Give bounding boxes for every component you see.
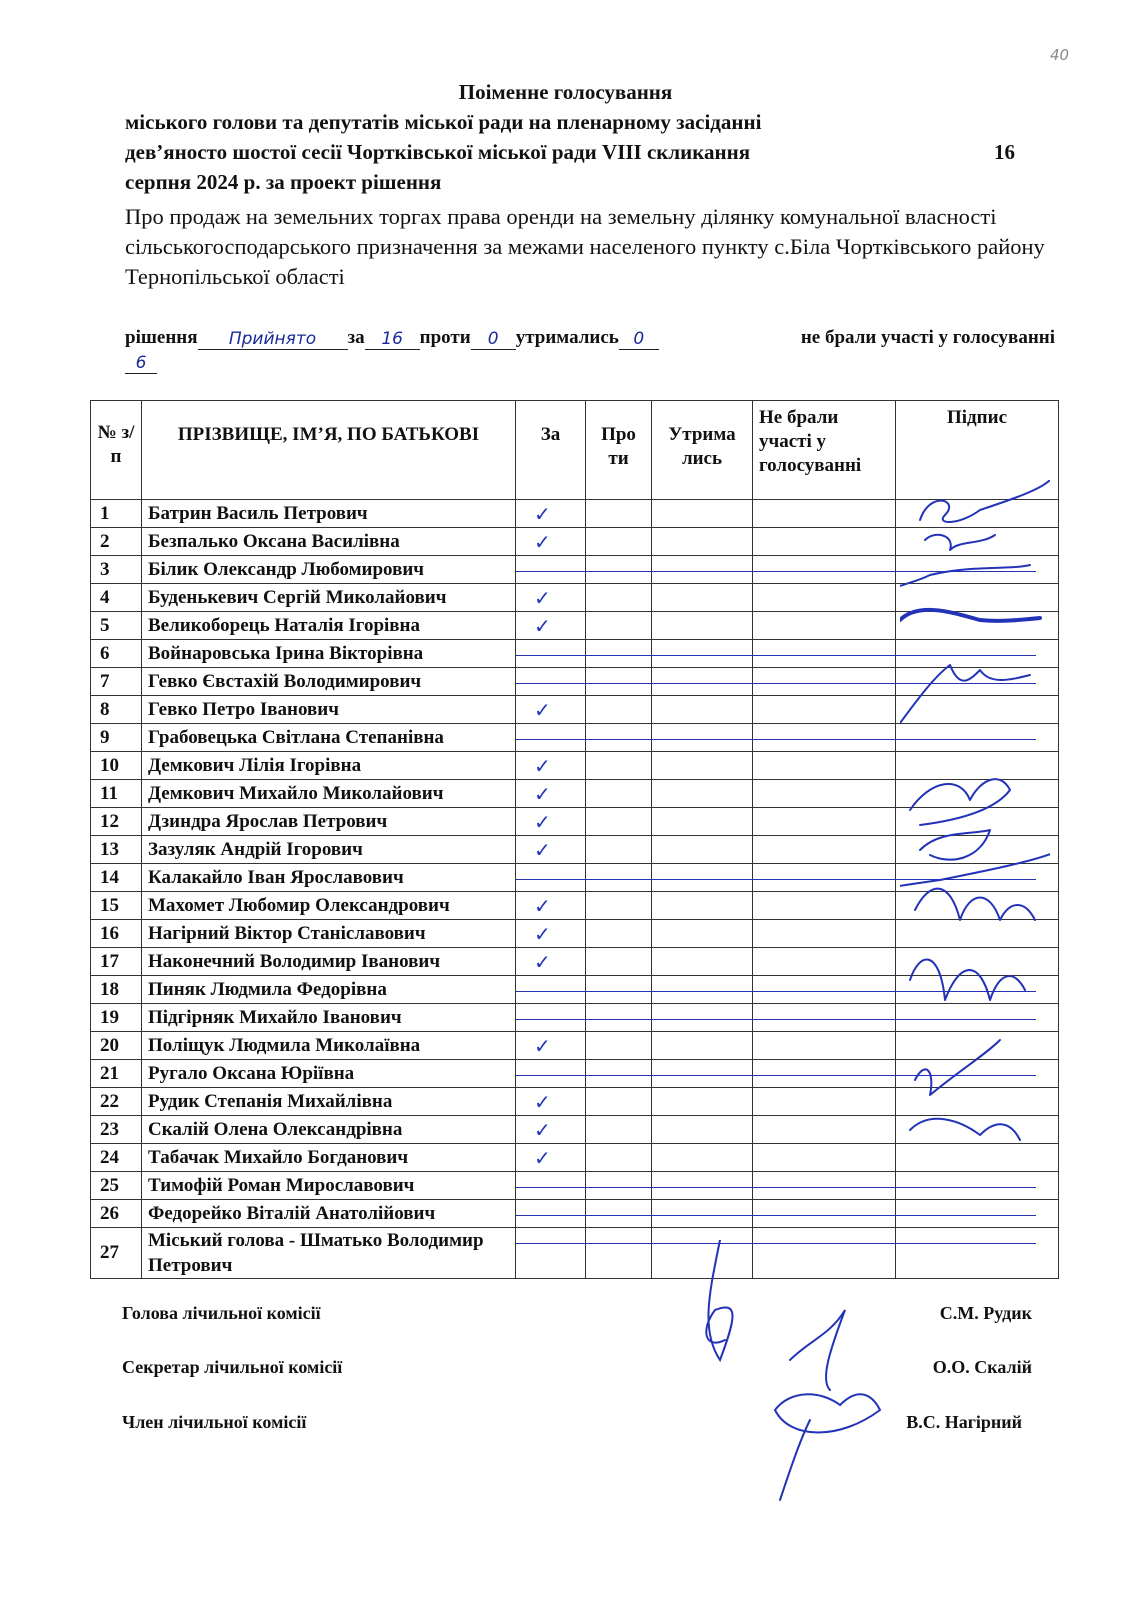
vote-absent-cell xyxy=(753,584,896,612)
check-mark-icon: ✓ xyxy=(534,586,551,610)
vote-against-cell xyxy=(586,528,652,556)
signature-mark xyxy=(780,1420,810,1500)
decision-label: рішення xyxy=(125,327,198,348)
deputy-name: Махомет Любомир Олександрович xyxy=(142,892,516,920)
vote-absent-cell xyxy=(753,724,896,752)
vote-for-cell xyxy=(516,780,586,808)
vote-for-cell xyxy=(516,724,586,752)
deputy-name: Табачак Михайло Богданович xyxy=(142,1144,516,1172)
header-absent: Не брали участі у голосуванні xyxy=(753,401,896,500)
deputy-name: Зазуляк Андрій Ігорович xyxy=(142,836,516,864)
vote-abstained-cell xyxy=(652,1172,753,1200)
document-title: Поіменне голосування xyxy=(458,80,673,104)
vote-abstained-cell xyxy=(652,500,753,528)
vote-against-cell xyxy=(586,556,652,584)
vote-absent-cell xyxy=(753,1004,896,1032)
row-number: 6 xyxy=(91,640,142,668)
vote-absent-cell xyxy=(753,892,896,920)
vote-abstained-cell xyxy=(652,1032,753,1060)
vote-for-cell xyxy=(516,668,586,696)
vote-against-cell xyxy=(586,1004,652,1032)
signature-mark xyxy=(925,535,995,550)
vote-against-cell xyxy=(586,1172,652,1200)
vote-for-cell xyxy=(516,1172,586,1200)
header-name: ПРІЗВИЩЕ, ІМ’Я, ПО БАТЬКОВІ xyxy=(142,401,516,500)
row-number: 7 xyxy=(91,668,142,696)
deputy-name: Тимофій Роман Мирославович xyxy=(142,1172,516,1200)
vote-absent-cell xyxy=(753,1144,896,1172)
vote-absent-cell xyxy=(753,808,896,836)
row-number: 16 xyxy=(91,920,142,948)
vote-against-cell xyxy=(586,696,652,724)
vote-abstained-cell xyxy=(652,556,753,584)
abstained-count-handwritten: 0 xyxy=(619,329,659,350)
vote-abstained-cell xyxy=(652,1200,753,1228)
check-mark-icon: ✓ xyxy=(534,1090,551,1114)
row-number: 10 xyxy=(91,752,142,780)
deputy-name: Демкович Михайло Миколайович xyxy=(142,780,516,808)
row-number: 8 xyxy=(91,696,142,724)
check-mark-icon: ✓ xyxy=(534,782,551,806)
abstained-label: утримались xyxy=(515,327,619,348)
vote-for-cell xyxy=(516,696,586,724)
row-number: 4 xyxy=(91,584,142,612)
row-number: 14 xyxy=(91,864,142,892)
for-label: за xyxy=(347,327,365,348)
header-signature: Підпис xyxy=(896,401,1059,500)
deputy-name: Безпалько Оксана Василівна xyxy=(142,528,516,556)
signature-mark xyxy=(920,830,990,860)
vote-abstained-cell xyxy=(652,864,753,892)
row-number: 15 xyxy=(91,892,142,920)
vote-absent-cell xyxy=(753,752,896,780)
vote-abstained-cell xyxy=(652,612,753,640)
row-number: 18 xyxy=(91,976,142,1004)
vote-for-cell xyxy=(516,1032,586,1060)
vote-absent-cell xyxy=(753,1060,896,1088)
deputy-name: Скалій Олена Олександрівна xyxy=(142,1116,516,1144)
vote-for-cell xyxy=(516,892,586,920)
row-number: 19 xyxy=(91,1004,142,1032)
deputy-name: Федорейко Віталій Анатолійович xyxy=(142,1200,516,1228)
signature-mark xyxy=(900,610,1040,621)
vote-for-cell xyxy=(516,948,586,976)
vote-absent-cell xyxy=(753,1172,896,1200)
vote-for-cell xyxy=(516,1060,586,1088)
row-number: 17 xyxy=(91,948,142,976)
deputy-name: Грабовецька Світлана Степанівна xyxy=(142,724,516,752)
vote-against-cell xyxy=(586,1200,652,1228)
deputy-name: Гевко Петро Іванович xyxy=(142,696,516,724)
signatures-overlay xyxy=(900,480,1050,1270)
check-mark-icon: ✓ xyxy=(534,1118,551,1142)
header-abstained: Утрима лись xyxy=(652,401,753,500)
not-participated-label: не брали участі у голосуванні xyxy=(800,327,1055,348)
vote-abstained-cell xyxy=(652,1088,753,1116)
commission-secretary-name: О.О. Скалій xyxy=(932,1357,1032,1377)
vote-absent-cell xyxy=(753,920,896,948)
vote-against-cell xyxy=(586,584,652,612)
signature-mark xyxy=(900,565,1030,640)
vote-for-cell xyxy=(516,836,586,864)
commission-secretary-label: Секретар лічильної комісії xyxy=(122,1357,343,1377)
commission-chair-name: С.М. Рудик xyxy=(939,1303,1032,1323)
vote-abstained-cell xyxy=(652,836,753,864)
signature-mark xyxy=(706,1240,732,1360)
vote-abstained-cell xyxy=(652,1060,753,1088)
vote-against-cell xyxy=(586,780,652,808)
vote-absent-cell xyxy=(753,1088,896,1116)
check-mark-icon: ✓ xyxy=(534,530,551,554)
deputy-name: Поліщук Людмила Миколаївна xyxy=(142,1032,516,1060)
heading-line-2-left: дев’яносто шостої сесії Чортківської міської ради VIII скликання xyxy=(125,140,751,164)
against-count-handwritten: 0 xyxy=(471,329,516,350)
footer-signatures xyxy=(680,1240,900,1510)
vote-against-cell xyxy=(586,948,652,976)
deputy-name: Нагірний Віктор Станіславович xyxy=(142,920,516,948)
vote-against-cell xyxy=(586,500,652,528)
vote-absent-cell xyxy=(753,864,896,892)
deputy-name: Буденькевич Сергій Миколайович xyxy=(142,584,516,612)
row-number: 23 xyxy=(91,1116,142,1144)
vote-against-cell xyxy=(586,612,652,640)
row-number: 25 xyxy=(91,1172,142,1200)
row-number: 11 xyxy=(91,780,142,808)
vote-abstained-cell xyxy=(652,528,753,556)
vote-absent-cell xyxy=(753,836,896,864)
row-number: 22 xyxy=(91,1088,142,1116)
vote-abstained-cell xyxy=(652,892,753,920)
signature-mark xyxy=(900,665,1030,750)
deputy-name: Войнаровська Ірина Вікторівна xyxy=(142,640,516,668)
vote-for-cell xyxy=(516,500,586,528)
deputy-name: Підгірняк Михайло Іванович xyxy=(142,1004,516,1032)
vote-for-cell xyxy=(516,920,586,948)
vote-for-cell xyxy=(516,752,586,780)
deputy-name: Наконечний Володимир Іванович xyxy=(142,948,516,976)
decision-value-handwritten: Прийнято xyxy=(198,329,348,350)
deputy-name: Ругало Оксана Юріївна xyxy=(142,1060,516,1088)
row-number: 2 xyxy=(91,528,142,556)
heading-line-1: міського голови та депутатів міської ради на пленарному засіданні xyxy=(125,110,762,134)
vote-abstained-cell xyxy=(652,724,753,752)
vote-absent-cell xyxy=(753,612,896,640)
vote-against-cell xyxy=(586,892,652,920)
vote-against-cell xyxy=(586,920,652,948)
deputy-name: Міський голова - Шматько Володимир Петрович xyxy=(142,1228,516,1279)
vote-abstained-cell xyxy=(652,640,753,668)
vote-absent-cell xyxy=(753,976,896,1004)
vote-absent-cell xyxy=(753,1116,896,1144)
heading-line-3: серпня 2024 р. за проект рішення xyxy=(125,170,442,194)
deputy-name: Демкович Лілія Ігорівна xyxy=(142,752,516,780)
deputy-name: Великоборець Наталія Ігорівна xyxy=(142,612,516,640)
check-mark-icon: ✓ xyxy=(534,950,551,974)
header-num: № з/п xyxy=(91,401,142,500)
vote-against-cell xyxy=(586,808,652,836)
row-number: 9 xyxy=(91,724,142,752)
check-mark-icon: ✓ xyxy=(534,1034,551,1058)
vote-against-cell xyxy=(586,1088,652,1116)
row-number: 12 xyxy=(91,808,142,836)
vote-absent-cell xyxy=(753,556,896,584)
vote-against-cell xyxy=(586,668,652,696)
commission-chair-label: Голова лічильної комісії xyxy=(122,1303,321,1323)
vote-absent-cell xyxy=(753,696,896,724)
header-for: За xyxy=(516,401,586,500)
signature-mark xyxy=(910,960,1025,1000)
check-mark-icon: ✓ xyxy=(534,1146,551,1170)
vote-abstained-cell xyxy=(652,1004,753,1032)
vote-for-cell xyxy=(516,556,586,584)
deputy-name: Батрин Василь Петрович xyxy=(142,500,516,528)
vote-abstained-cell xyxy=(652,752,753,780)
signature-mark xyxy=(910,779,1010,825)
vote-against-cell xyxy=(586,752,652,780)
deputy-name: Калакайло Іван Ярославович xyxy=(142,864,516,892)
vote-for-cell xyxy=(516,1088,586,1116)
vote-for-cell xyxy=(516,1004,586,1032)
vote-against-cell xyxy=(586,976,652,1004)
vote-abstained-cell xyxy=(652,780,753,808)
vote-against-cell xyxy=(586,836,652,864)
signature-mark xyxy=(790,1310,845,1390)
deputy-name: Рудик Степанія Михайлівна xyxy=(142,1088,516,1116)
not-participated-count-handwritten: 6 xyxy=(125,353,157,374)
row-number: 5 xyxy=(91,612,142,640)
commission-member-label: Член лічильної комісії xyxy=(122,1412,307,1432)
decision-summary xyxy=(125,325,1055,375)
signature-mark xyxy=(915,1040,1000,1095)
check-mark-icon: ✓ xyxy=(534,698,551,722)
vote-for-cell xyxy=(516,1228,586,1279)
heading-line-2 xyxy=(125,137,1015,167)
vote-absent-cell xyxy=(753,780,896,808)
check-mark-icon: ✓ xyxy=(534,894,551,918)
vote-against-cell xyxy=(586,640,652,668)
vote-absent-cell xyxy=(753,668,896,696)
vote-abstained-cell xyxy=(652,696,753,724)
row-number: 20 xyxy=(91,1032,142,1060)
vote-for-cell xyxy=(516,584,586,612)
vote-abstained-cell xyxy=(652,1144,753,1172)
vote-for-cell xyxy=(516,808,586,836)
vote-against-cell xyxy=(586,1144,652,1172)
vote-against-cell xyxy=(586,1060,652,1088)
check-mark-icon: ✓ xyxy=(534,838,551,862)
vote-abstained-cell xyxy=(652,668,753,696)
check-mark-icon: ✓ xyxy=(534,922,551,946)
row-number: 13 xyxy=(91,836,142,864)
deputy-name: Гевко Євстахій Володимирович xyxy=(142,668,516,696)
vote-against-cell xyxy=(586,864,652,892)
vote-for-cell xyxy=(516,1116,586,1144)
vote-for-cell xyxy=(516,976,586,1004)
row-number: 1 xyxy=(91,500,142,528)
check-mark-icon: ✓ xyxy=(534,502,551,526)
signature-mark xyxy=(915,889,1035,920)
vote-abstained-cell xyxy=(652,584,753,612)
signature-mark xyxy=(775,1394,880,1432)
row-number: 21 xyxy=(91,1060,142,1088)
deputy-name: Білик Олександр Любомирович xyxy=(142,556,516,584)
vote-abstained-cell xyxy=(652,948,753,976)
row-number: 26 xyxy=(91,1200,142,1228)
vote-against-cell xyxy=(586,1228,652,1279)
row-number: 24 xyxy=(91,1144,142,1172)
for-count-handwritten: 16 xyxy=(365,329,420,350)
vote-abstained-cell xyxy=(652,976,753,1004)
vote-abstained-cell xyxy=(652,920,753,948)
row-number: 3 xyxy=(91,556,142,584)
vote-for-cell xyxy=(516,864,586,892)
vote-against-cell xyxy=(586,724,652,752)
check-mark-icon: ✓ xyxy=(534,754,551,778)
page-number: 40 xyxy=(1050,46,1070,64)
vote-for-cell xyxy=(516,612,586,640)
against-label: проти xyxy=(419,327,471,348)
row-number: 27 xyxy=(91,1228,142,1279)
vote-against-cell xyxy=(586,1116,652,1144)
vote-absent-cell xyxy=(753,948,896,976)
vote-abstained-cell xyxy=(652,808,753,836)
vote-absent-cell xyxy=(753,1032,896,1060)
vote-for-cell xyxy=(516,1200,586,1228)
vote-absent-cell xyxy=(753,500,896,528)
signature-mark xyxy=(910,1119,1020,1140)
vote-absent-cell xyxy=(753,528,896,556)
vote-for-cell xyxy=(516,640,586,668)
commission-member-name: В.С. Нагірний xyxy=(906,1412,1022,1432)
vote-absent-cell xyxy=(753,640,896,668)
check-mark-icon: ✓ xyxy=(534,810,551,834)
deputy-name: Пиняк Людмила Федорівна xyxy=(142,976,516,1004)
vote-abstained-cell xyxy=(652,1116,753,1144)
decision-subject: Про продаж на земельних торгах права оренди на земельну ділянку комунальної власності сільськогосподарського призначення за межами населеного пункту с.Біла Чортківського району Тернопільської області xyxy=(125,204,1045,289)
document-heading xyxy=(125,107,1015,197)
signature-mark xyxy=(920,480,1050,522)
deputy-name: Дзиндра Ярослав Петрович xyxy=(142,808,516,836)
header-against: Про ти xyxy=(586,401,652,500)
vote-for-cell xyxy=(516,528,586,556)
heading-line-2-right: 16 xyxy=(994,140,1015,164)
vote-for-cell xyxy=(516,1144,586,1172)
vote-absent-cell xyxy=(753,1200,896,1228)
check-mark-icon: ✓ xyxy=(534,614,551,638)
vote-against-cell xyxy=(586,1032,652,1060)
